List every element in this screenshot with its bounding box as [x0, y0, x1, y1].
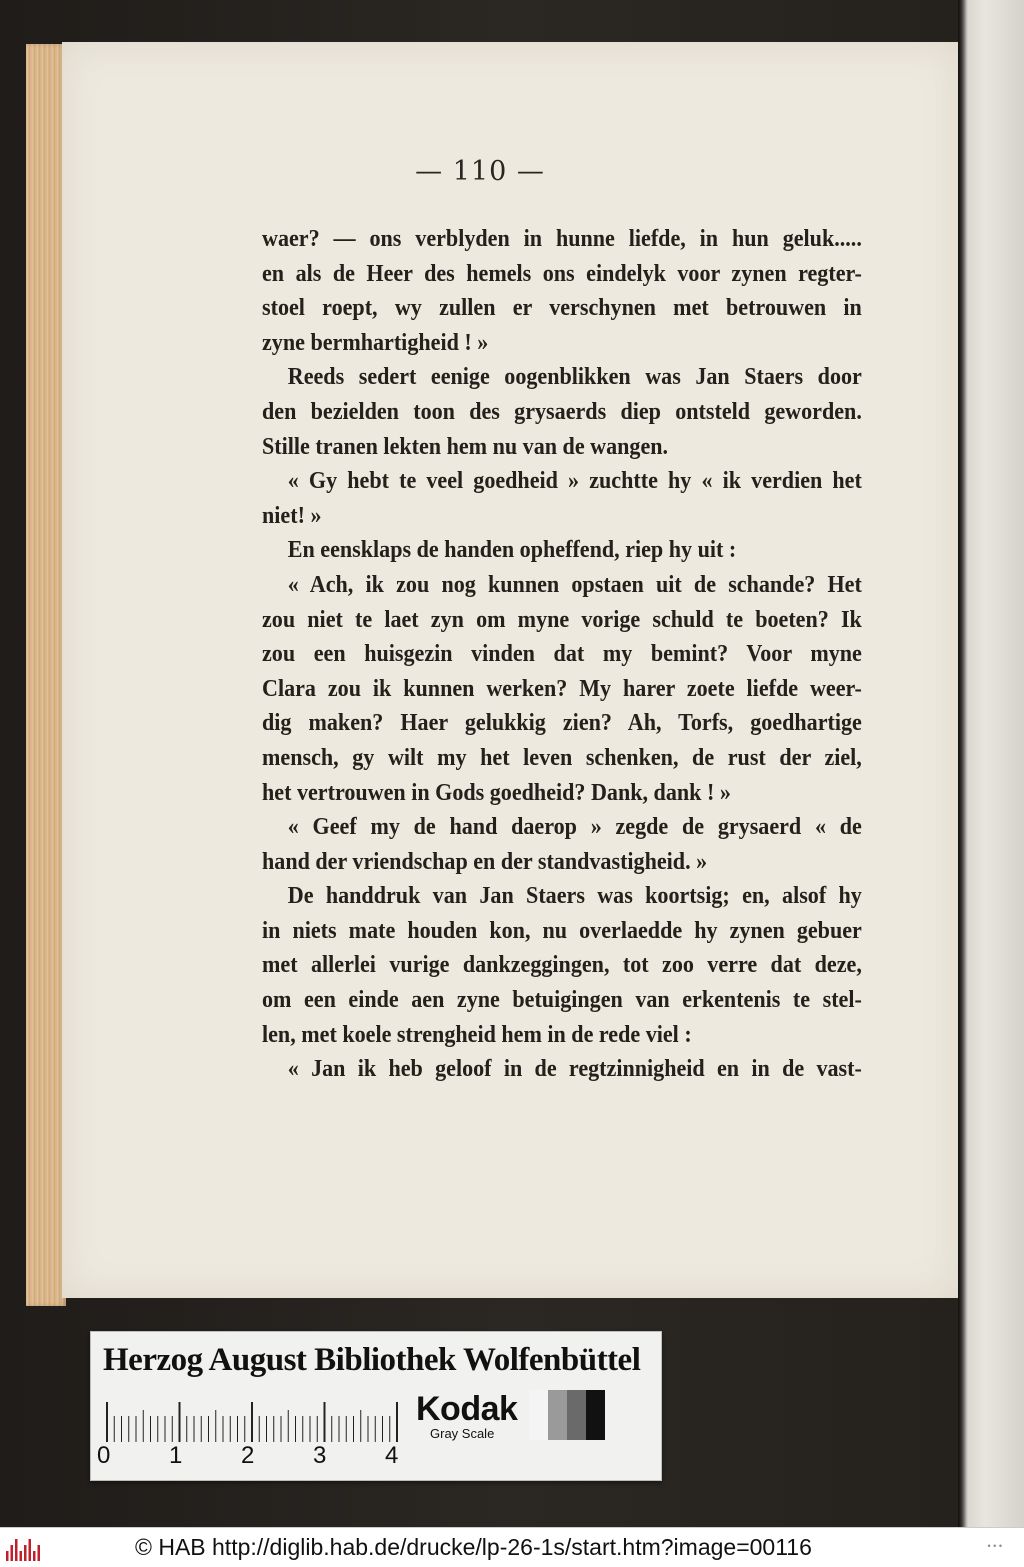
- text-line: hand der vriendschap en der standvastigheid. »: [262, 848, 708, 875]
- text-line: De handdruk van Jan Staers was koortsig; en, alsof hy: [287, 883, 862, 910]
- page-number: — 110 —: [415, 156, 545, 187]
- gray-scale-label: Gray Scale: [430, 1426, 495, 1441]
- color-calibration-card: [90, 1331, 662, 1481]
- text-line: « Ach, ik zou nog kunnen opstaen uit de schande? Het: [287, 571, 862, 598]
- text-line: len, met koele strengheid hem in de rede viel :: [262, 1021, 692, 1048]
- text-line: zou niet te laet zyn om myne vorige schuld te boeten? Ik: [262, 606, 862, 633]
- ruler-number: 1: [169, 1442, 183, 1469]
- page-edges: [26, 44, 66, 1306]
- logo-bar: [33, 1551, 36, 1561]
- gray-swatch: [567, 1390, 586, 1440]
- logo-bar: [24, 1545, 27, 1561]
- logo-bar: [11, 1545, 14, 1561]
- gray-swatch: [586, 1390, 605, 1440]
- text-line: en als de Heer des hemels ons eindelyk voor zynen regter-: [262, 260, 862, 287]
- logo-bar: [6, 1551, 9, 1561]
- copyright-url[interactable]: © HAB http://diglib.hab.de/drucke/lp-26-1s/start.htm?image=00116: [135, 1534, 812, 1560]
- text-line: niet! »: [262, 502, 322, 529]
- adjacent-page-strip: [958, 0, 1024, 1527]
- text-line: met allerlei vurige dankzeggingen, tot zoo verre dat deze,: [262, 952, 862, 979]
- text-line: in niets mate houden kon, nu overlaedde hy zynen gebuer: [262, 917, 862, 944]
- gutter-shadow: [958, 0, 968, 1527]
- hab-logo-icon: [4, 1534, 42, 1561]
- text-line: stoel roept, wy zullen er verschynen met betrouwen in: [262, 295, 862, 322]
- kodak-logo: Kodak: [416, 1390, 518, 1428]
- logo-bar: [38, 1545, 41, 1561]
- ruler-number: 0: [97, 1442, 111, 1469]
- text-line: den bezielden toon des grysaerds diep ontsteld geworden.: [262, 398, 862, 425]
- gray-swatches: [529, 1390, 605, 1440]
- text-line: Reeds sedert eenige oogenblikken was Jan Staers door: [287, 364, 862, 391]
- text-line: mensch, gy wilt my het leven schenken, de rust der ziel,: [262, 744, 862, 771]
- text-line: En eensklaps de handen opheffend, riep hy uit :: [287, 537, 737, 564]
- logo-bar: [20, 1551, 23, 1561]
- ruler-numbers: [97, 1442, 397, 1472]
- text-line: het vertrouwen in Gods goedheid? Dank, dank ! »: [262, 779, 731, 806]
- text-line: zou een huisgezin vinden dat my bemint? Voor myne: [262, 641, 862, 668]
- footer-bar: [0, 1527, 1024, 1567]
- library-name: Herzog August Bibliothek Wolfenbüttel: [103, 1342, 641, 1378]
- text-line: « Gy hebt te veel goedheid » zuchtte hy « ik verdien het: [287, 468, 862, 495]
- text-line: « Jan ik heb geloof in de regtzinnigheid en in de vast-: [287, 1056, 862, 1083]
- page-text: [262, 222, 862, 1087]
- text-line: waer? — ons verblyden in hunne liefde, in hun geluk.....: [262, 226, 862, 252]
- text-line: zyne bermhartigheid ! »: [262, 329, 489, 356]
- text-line: « Geef my de hand daerop » zegde de grysaerd « de: [287, 814, 862, 841]
- text-line: Clara zou ik kunnen werken? My harer zoete liefde weer-: [262, 675, 862, 702]
- ruler-scale: [105, 1402, 401, 1442]
- footer-dots: • • •: [987, 1541, 1002, 1551]
- ruler-number: 4: [385, 1442, 399, 1469]
- ruler-number: 2: [241, 1442, 255, 1469]
- ruler-number: 3: [313, 1442, 327, 1469]
- logo-bar: [15, 1539, 18, 1561]
- text-line: om een einde aen zyne betuigingen van erkentenis te stel-: [262, 987, 862, 1014]
- gray-swatch: [529, 1390, 548, 1440]
- text-line: Stille tranen lekten hem nu van de wangen.: [262, 433, 669, 460]
- text-line: dig maken? Haer gelukkig zien? Ah, Torfs, goedhartige: [262, 710, 862, 737]
- logo-bar: [29, 1539, 32, 1561]
- gray-swatch: [548, 1390, 567, 1440]
